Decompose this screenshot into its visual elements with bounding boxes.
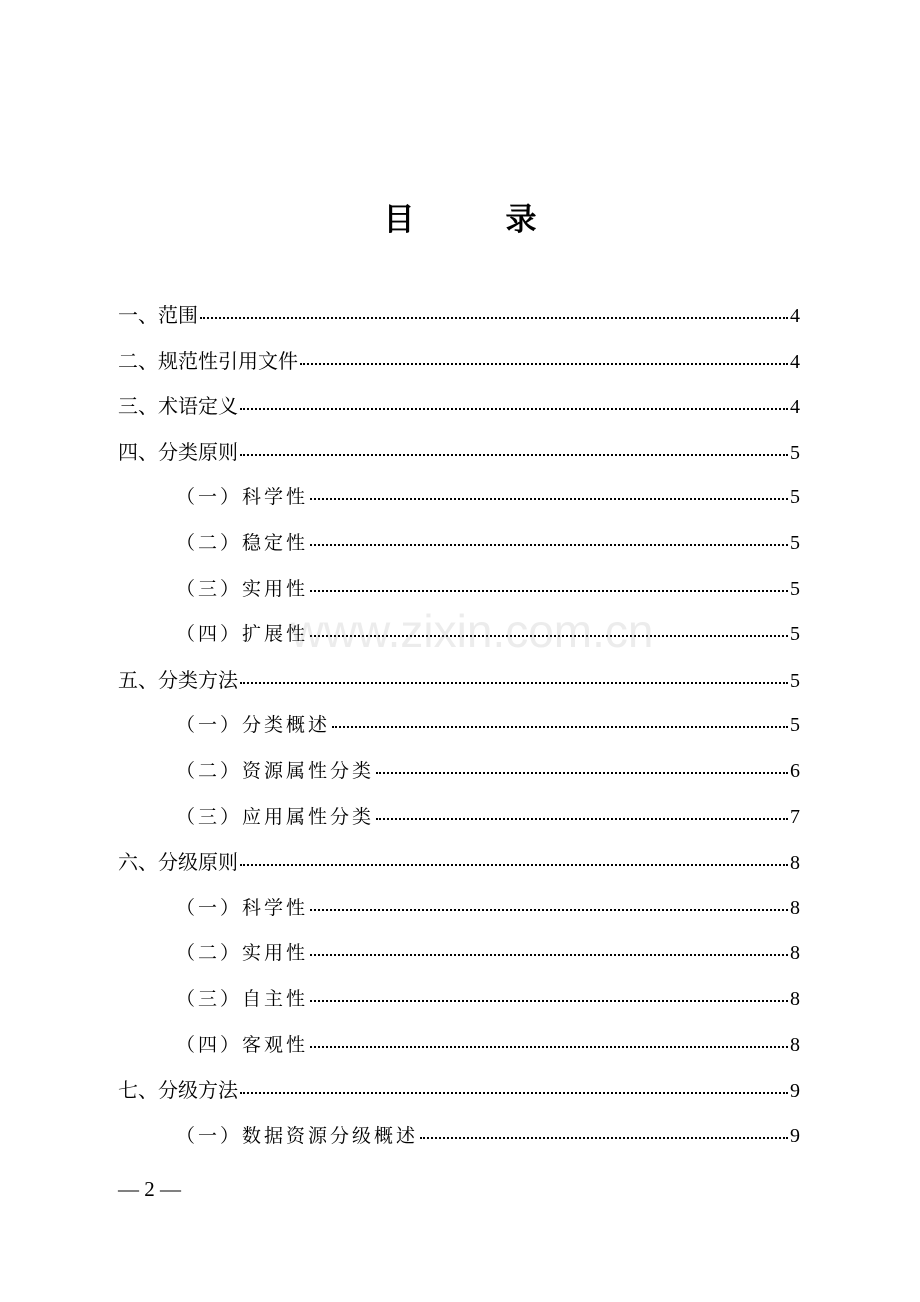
toc-entry[interactable]	[0, 891, 920, 925]
toc-entry-page-number: 5	[790, 441, 800, 464]
dot-leader	[310, 909, 788, 911]
toc-entry-label: （三）应用属性分类	[176, 805, 375, 828]
toc-entry[interactable]	[0, 298, 920, 332]
toc-entry-label: （一）数据资源分级概述	[176, 1124, 419, 1147]
toc-entry-page-number: 6	[790, 760, 800, 782]
toc-entry[interactable]	[0, 1028, 920, 1062]
watermark: www.zixin.com.cn	[290, 605, 654, 657]
toc-entry-page-number: 8	[790, 852, 800, 875]
toc-entry[interactable]	[0, 617, 920, 651]
toc-entry-label: （二）实用性	[176, 942, 309, 965]
dot-leader	[310, 544, 788, 546]
toc-entry[interactable]	[0, 1119, 920, 1153]
toc-entry-page-number: 8	[790, 942, 800, 965]
dot-leader	[376, 772, 788, 774]
toc-entry[interactable]	[0, 344, 920, 378]
toc-entry[interactable]	[0, 526, 920, 560]
dot-leader	[240, 1092, 788, 1094]
dot-leader	[240, 454, 788, 456]
toc-entry-label: 三、术语定义	[118, 394, 238, 419]
dot-leader	[200, 317, 788, 319]
toc-entry-page-number: 5	[790, 532, 800, 554]
page-number: — 2 —	[118, 1177, 181, 1201]
toc-entry-page-number: 5	[790, 669, 800, 692]
toc-entry-label: 五、分类方法	[118, 667, 238, 692]
toc-entry[interactable]	[0, 936, 920, 970]
toc-entry-page-number: 5	[790, 714, 800, 737]
toc-entry-label: （二）稳定性	[176, 532, 309, 554]
toc-entry[interactable]	[0, 435, 920, 469]
toc-entry-page-number: 8	[790, 988, 800, 1010]
toc-entry-label: （一）科学性	[176, 486, 309, 509]
toc-entry-label: 四、分类原则	[118, 439, 238, 464]
dot-leader	[310, 1000, 788, 1002]
toc-entry[interactable]	[0, 845, 920, 879]
dot-leader	[420, 1137, 788, 1139]
toc-entry-label: （二）资源属性分类	[176, 760, 375, 782]
toc-entry-label: （三）实用性	[176, 577, 309, 600]
toc-entry-page-number: 4	[790, 305, 800, 327]
toc-entry-page-number: 4	[790, 396, 800, 419]
toc-entry-page-number: 5	[790, 486, 800, 509]
dot-leader	[310, 590, 788, 592]
dot-leader	[310, 954, 788, 956]
dot-leader	[310, 635, 788, 637]
dot-leader	[310, 498, 788, 500]
toc-entry-page-number: 8	[790, 896, 800, 919]
toc-entry[interactable]	[0, 480, 920, 514]
toc-entry-page-number: 5	[790, 577, 800, 600]
toc-entry[interactable]	[0, 982, 920, 1016]
toc-entry-label: 六、分级原则	[118, 850, 238, 875]
dot-leader	[240, 408, 788, 410]
toc-entry-page-number: 7	[790, 805, 800, 828]
dot-leader	[300, 363, 788, 365]
toc-entry-label: 二、规范性引用文件	[118, 348, 298, 373]
dot-leader	[376, 818, 788, 820]
toc-entry-label: （三）自主性	[176, 988, 309, 1010]
toc-title: 目 录	[383, 202, 567, 238]
toc-entry[interactable]	[0, 572, 920, 606]
dot-leader	[240, 864, 788, 866]
toc-entry-page-number: 8	[790, 1033, 800, 1056]
toc-entry-page-number: 9	[790, 1080, 800, 1103]
toc-entry[interactable]	[0, 389, 920, 423]
toc-entry-page-number: 9	[790, 1124, 800, 1147]
dot-leader	[240, 682, 788, 684]
toc-entry-page-number: 4	[790, 350, 800, 373]
toc-entry-label: （一）科学性	[176, 896, 309, 919]
toc-entry[interactable]	[0, 708, 920, 742]
toc-entry-label: 七、分级方法	[118, 1078, 238, 1103]
toc-entry-label: （四）客观性	[176, 1033, 309, 1056]
dot-leader	[310, 1046, 788, 1048]
toc-entry-label: （四）扩展性	[176, 623, 309, 646]
toc-entry[interactable]	[0, 754, 920, 788]
dot-leader	[332, 726, 788, 728]
toc-entry-label: 一、范围	[118, 303, 198, 327]
toc-entry[interactable]	[0, 663, 920, 697]
toc-entry-page-number: 5	[790, 623, 800, 646]
toc-entry-label: （一）分类概述	[176, 714, 331, 737]
toc-entry[interactable]	[0, 800, 920, 834]
toc-entry[interactable]	[0, 1073, 920, 1107]
